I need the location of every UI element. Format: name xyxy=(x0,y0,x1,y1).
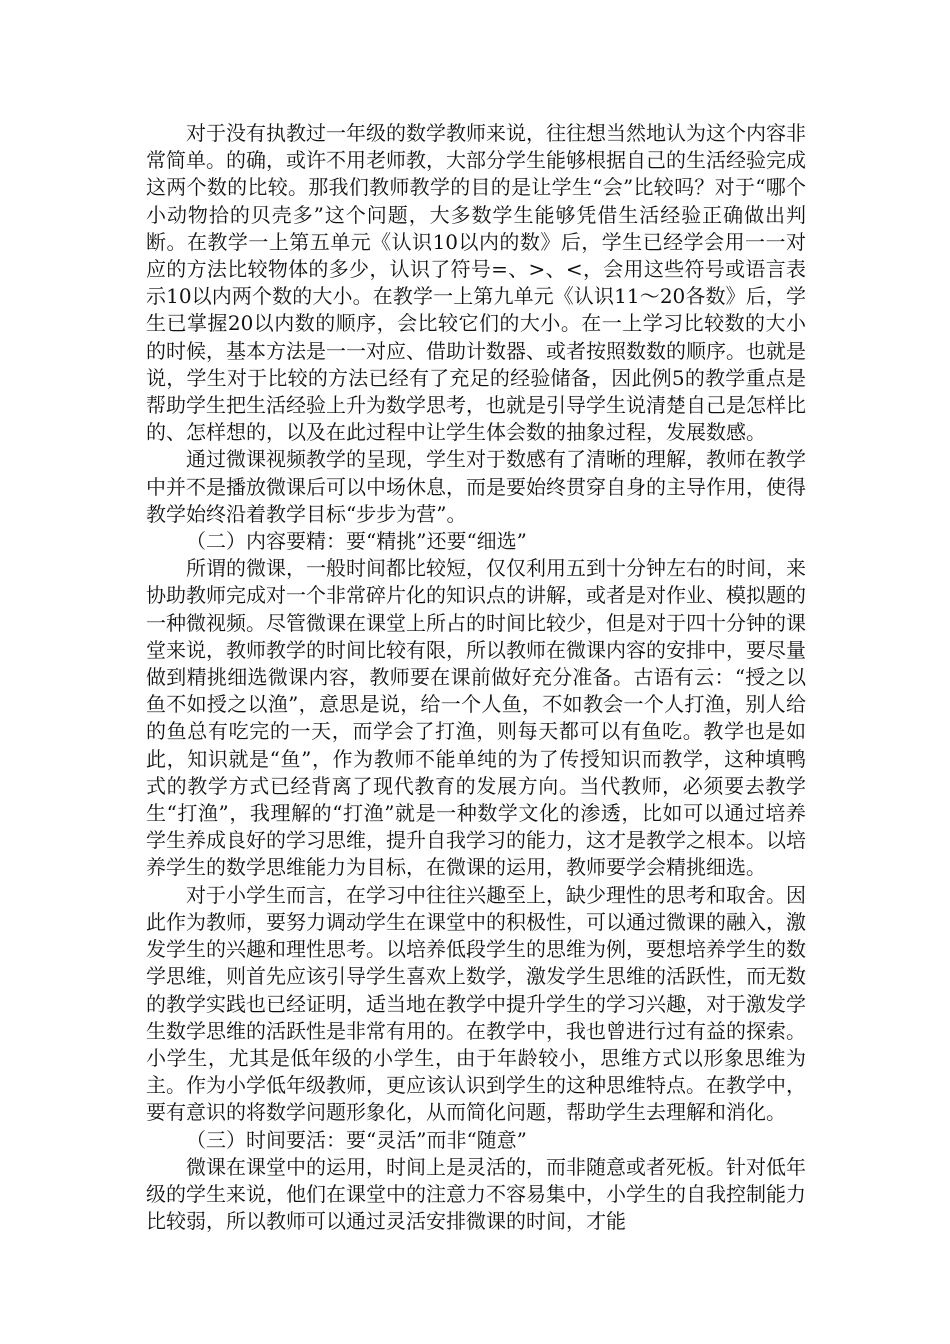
document-page xyxy=(146,120,806,1235)
paragraph: 对于小学生而言，在学习中往往兴趣至上，缺少理性的思考和取舍。因此作为教师，要努力调动学生在课堂中的积极性，可以通过微课的融入，激发学生的兴趣和理性思考。以培养低段学生的思维为例，要想培养学生的数学思维，则首先应该引导学生喜欢上数学，激发学生思维的活跃性，而无数的教学实践也已经证明，适当地在教学中提升学生的学习兴趣，对于激发学生数学思维的活跃性是非常有用的。在教学中，我也曾进行过有益的探索。小学生，尤其是低年级的小学生，由于年龄较小，思维方式以形象思维为主。作为小学低年级教师，更应该认识到学生的这种思维特点。在教学中，要有意识的将数学问题形象化，从而简化问题，帮助学生去理解和消化。 xyxy=(146,882,806,1125)
paragraph: 微课在课堂中的运用，时间上是灵活的，而非随意或者死板。针对低年级的学生来说，他们在课堂中的注意力不容易集中，小学生的自我控制能力比较弱，所以教师可以通过灵活安排微课的时间，才能 xyxy=(146,1154,806,1234)
paragraph: 通过微课视频教学的呈现，学生对于数感有了清晰的理解，教师在教学中并不是播放微课后可以中场休息，而是要始终贯穿自身的主导作用，使得教学始终沿着教学目标“步步为营”。 xyxy=(146,447,806,526)
paragraph: 对于没有执教过一年级的数学教师来说，往往想当然地认为这个内容非常简单。的确，或许不用老师教，大部分学生能够根据自己的生活经验完成这两个数的比较。那我们教师教学的目的是让学生“会”比较吗？对于“哪个小动物拾的贝壳多”这个问题，大多数学生能够凭借生活经验正确做出判断。在教学一上第五单元《认识10以内的数》后，学生已经学会用一一对应的方法比较物体的多少，认识了符号=、>、<，会用这些符号或语言表示10以内两个数的大小。在教学一上第九单元《认识11～20各数》后，学生已掌握20以内数的顺序，会比较它们的大小。在一上学习比较数的大小的时候，基本方法是一一对应、借助计数器、或者按照数数的顺序。也就是说，学生对于比较的方法已经有了充足的经验储备，因此例5的教学重点是帮助学生把生活经验上升为数学思考，也就是引导学生说清楚自己是怎样比的、怎样想的，以及在此过程中让学生体会数的抽象过程，发展数感。 xyxy=(146,121,806,445)
paragraph: 所谓的微课，一般时间都比较短，仅仅利用五到十分钟左右的时间，来协助教师完成对一个非常碎片化的知识点的讲解，或者是对作业、模拟题的一种微视频。尽管微课在课堂上所占的时间比较少，但是对于四十分钟的课堂来说，教师教学的时间比较有限，所以教师在微课内容的安排中，要尽量做到精挑细选微课内容，教师要在课前做好充分准备。古语有云：“授之以鱼不如授之以渔”，意思是说，给一个人鱼，不如教会一个人打渔，别人给的鱼总有吃完的一天，而学会了打渔，则每天都可以有鱼吃。教学也是如此，知识就是“鱼”，作为教师不能单纯的为了传授知识而教学，这种填鸭式的教学方式已经背离了现代教育的发展方向。当代教师，必须要去教学生“打渔”，我理解的“打渔”就是一种数学文化的渗透，比如可以通过培养学生养成良好的学习思维，提升自我学习的能力，这才是教学之根本。以培养学生的数学思维能力为目标，在微课的运用，教师要学会精挑细选。 xyxy=(146,556,806,880)
section-heading: （二）内容要精：要“精挑”还要“细选” xyxy=(186,529,527,554)
section-heading: （三）时间要活：要“灵活”而非“随意” xyxy=(186,1127,527,1152)
